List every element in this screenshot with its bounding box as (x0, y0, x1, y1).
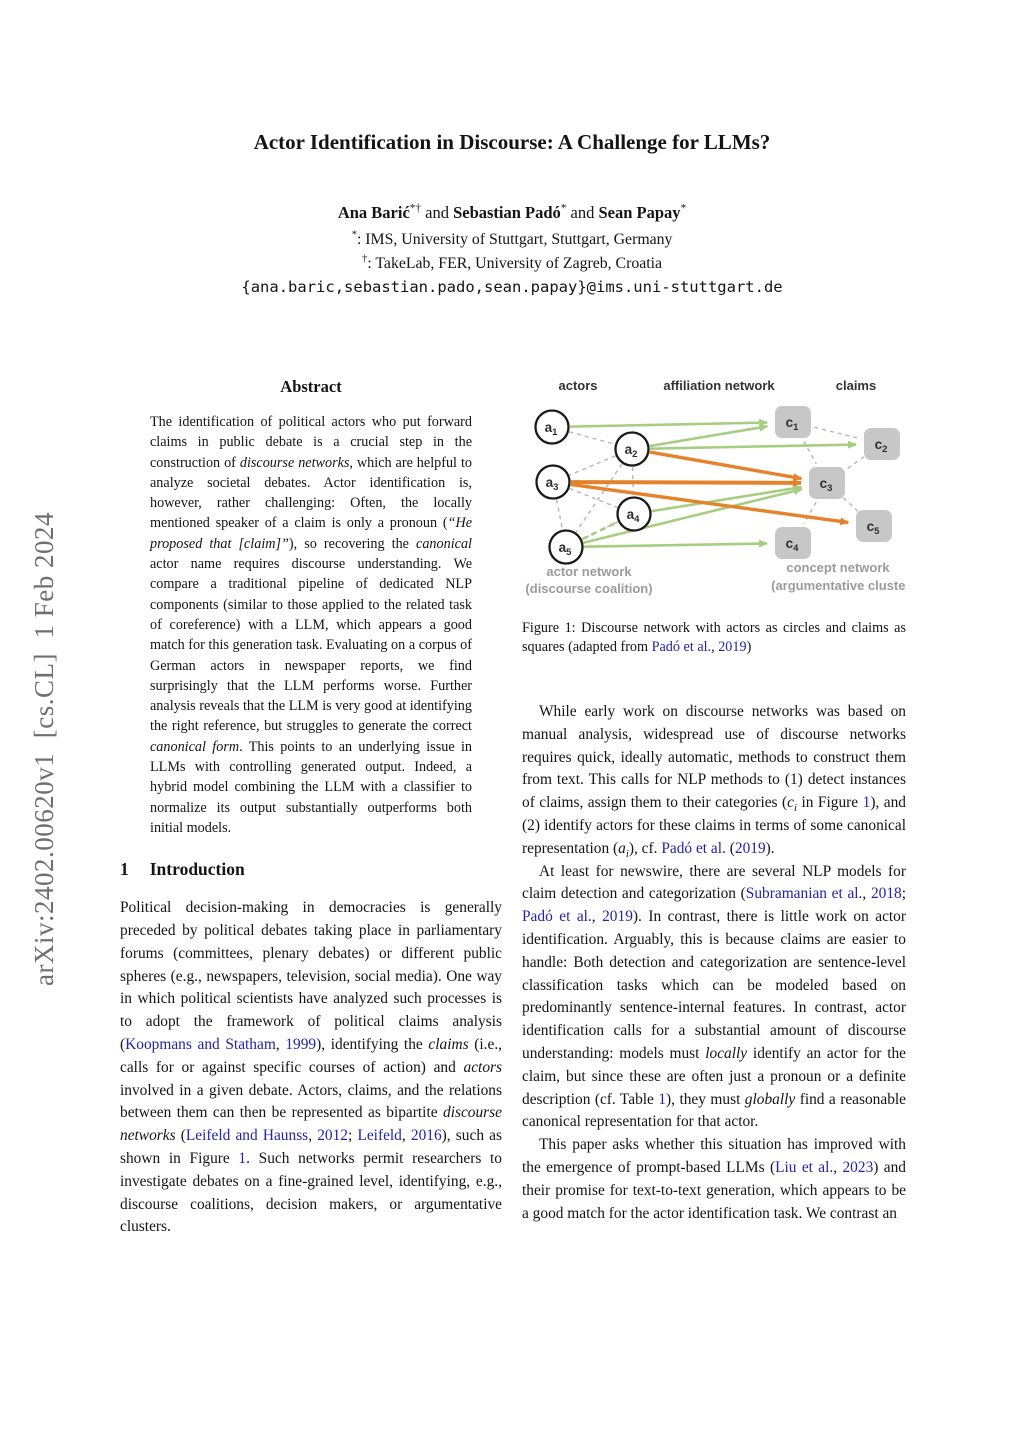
edge-a2-a3 (570, 456, 616, 475)
citation-link[interactable]: 2019 (734, 839, 766, 857)
text-segment: , (275, 1036, 286, 1054)
text-segment: identify an actor for the claim, but since these are often just a pronoun or a definite description (cf. Table (522, 1044, 906, 1108)
citation-link[interactable]: Subramanian et al. (745, 885, 863, 903)
citation-link[interactable]: Liu et al. (775, 1158, 834, 1176)
citation-link[interactable]: 1 (238, 1150, 247, 1167)
right-column (522, 372, 906, 1225)
introduction-paragraph (120, 897, 502, 1239)
node-label-c5: $c_5$ (866, 519, 880, 537)
edge-a3-c3 (571, 482, 801, 483)
text-segment: and (421, 203, 454, 222)
right-paragraph-1 (522, 701, 906, 861)
text-segment: discourse networks (120, 1104, 502, 1145)
edge-a5-c4 (584, 543, 767, 546)
node-label-a4: $a_4$ (626, 507, 640, 525)
abstract-text (150, 412, 472, 838)
section-title: Introduction (149, 859, 245, 880)
text-segment: c (787, 794, 794, 812)
text-segment: , (308, 1127, 318, 1145)
text-segment: , (591, 908, 603, 926)
citation-link[interactable]: 2012 (317, 1127, 348, 1145)
text-segment: The identification of political actors who put forward claims in public debate is a crucial step in the construction of (150, 414, 472, 471)
edge-a3-c5 (571, 484, 848, 522)
figure-group-label: actor network (546, 564, 632, 579)
node-label-c2: $c_2$ (874, 437, 888, 455)
figure-group-label: (argumentative cluster) (771, 578, 906, 593)
edge-a1-c1 (570, 423, 767, 427)
text-segment: , which are helpful to analyze societal debates. Actor identification is, however, rather challenging: Often, the locally mentioned speaker of a claim is only a pronoun ( (150, 454, 472, 532)
node-label-a5: $a_5$ (558, 540, 572, 558)
text-segment: ). In contrast, there is little work on actor identification. Arguably, this is because claims are easier to handle: Both detection and categorization are sentence-level classification tasks which can be modeled based on predominantly sentence-internal features. In contrast, actor identification calls for a substantial amount of discourse understanding: models must (522, 908, 906, 1062)
citation-link[interactable]: 2018 (870, 885, 902, 903)
text-segment: claims (428, 1036, 469, 1054)
text-segment: This paper asks whether this situation has improved with the emergence of prompt-based LLMs ( (522, 1136, 906, 1176)
right-paragraph-3 (522, 1134, 906, 1225)
left-column (120, 377, 502, 1239)
citation-link[interactable]: 2016 (410, 1127, 442, 1145)
text-segment: (i.e., calls for or against specific courses of action) and (120, 1036, 503, 1076)
abstract-heading: Abstract (280, 377, 342, 396)
citation-link[interactable]: 1 (862, 794, 871, 812)
text-segment: actors (463, 1058, 502, 1076)
edge-a2-c2 (650, 445, 856, 449)
text-segment: and (566, 203, 599, 222)
figure-column-label: actors (558, 378, 598, 393)
text-segment: ( (725, 839, 735, 857)
citation-link[interactable]: Koopmans and Statham (125, 1036, 276, 1054)
text-segment: ; (347, 1127, 358, 1145)
text-segment: in Figure (797, 794, 863, 812)
text-segment: i (794, 802, 797, 815)
edge-a5-c3 (583, 489, 801, 543)
edge-c3-c5 (843, 498, 858, 511)
citation-link[interactable]: Leifeld and Haunss (185, 1127, 309, 1145)
arxiv-sidebar-stamp: arXiv:2402.00620v1 [cs.CL] 1 Feb 2024 (29, 512, 59, 986)
text-segment: “He proposed that [claim]” (150, 515, 472, 552)
figure-column-label: affiliation network (663, 378, 775, 393)
text-segment: . This points to an underlying issue in LLMs with controlling generated output. Indeed, a hybrid model combining the LLM with a classifier to normalize its output substantially outperforms both initial models. (150, 738, 472, 836)
figure-group-label: (discourse coalition) (525, 581, 653, 596)
text-segment: * (351, 228, 357, 241)
text-segment: ), they must (666, 1090, 745, 1108)
citation-link[interactable]: 1 (658, 1090, 667, 1108)
edge-a2-c3 (650, 452, 802, 478)
text-segment: , (833, 1158, 843, 1176)
right-paragraph-2 (522, 861, 906, 1135)
text-segment: ), identifying the (316, 1036, 429, 1054)
text-segment: discourse networks (239, 454, 350, 471)
section-number: 1 (120, 859, 129, 880)
edge-c1-c2 (814, 427, 860, 438)
edge-a2-c1 (650, 426, 768, 446)
text-segment: † (361, 252, 368, 265)
citation-link[interactable]: Padó et al. (522, 908, 592, 926)
text-segment: At least for newswire, there are several NLP models for claim detection and categorization ( (522, 862, 906, 903)
edge-c2-c3 (845, 457, 864, 471)
text-segment: ( (175, 1127, 186, 1145)
text-segment: Figure 1: Discourse network with actors as circles and claims as squares (adapted from (522, 620, 906, 655)
text-segment: ) (746, 639, 752, 655)
text-segment: While early work on discourse networks was based on manual analysis, widespread use of discourse networks requires quick, ideally automatic, methods to construct them from text. This calls for NLP methods to (1) detect instances of claims, assign them to their categories ( (522, 703, 906, 812)
citation-link[interactable]: 1999 (285, 1036, 317, 1054)
text-segment: ). (765, 839, 775, 857)
citation-link[interactable]: Padó et al. (651, 639, 712, 655)
text-segment: ), and (2) identify actors for these claims in terms of some canonical representation ( (522, 794, 906, 857)
figure-1-diagram (522, 372, 906, 602)
edge-a2-a5 (576, 464, 622, 532)
figure-column-label: claims (835, 378, 877, 393)
text-segment: Political decision-making in democracies is generally preceded by political debates taking place in parliamentary forums (committees, plenary debates) or different public spheres (e.g., newspapers, television, social media). One way in which political scientists have analyzed such processes is to adopt the framework of political claims analysis ( (120, 899, 502, 1054)
edge-a3-a5 (557, 500, 563, 530)
text-segment: Ana Barić (337, 203, 410, 222)
text-segment: ), so recovering the (288, 535, 417, 552)
text-segment: ) and their promise for text-to-text generation, which appears to be a good match for the actor identification task. We contrast an (522, 1158, 906, 1222)
text-segment: * (680, 202, 687, 215)
text-segment: locally (705, 1044, 748, 1062)
edge-c3-c4 (804, 502, 816, 524)
citation-link[interactable]: Padó et al. (661, 839, 726, 857)
figure-group-label: concept network (786, 560, 890, 575)
citation-link[interactable]: Leifeld (357, 1127, 402, 1145)
figure-1-caption (522, 619, 906, 657)
affiliation-line-1 (0, 228, 1024, 249)
text-segment: : IMS, University of Stuttgart, Stuttgart, Germany (356, 231, 673, 248)
text-segment: canonical form (150, 738, 240, 755)
text-segment: globally (744, 1090, 796, 1108)
text-segment: i (625, 847, 629, 860)
text-segment: ), cf. (628, 839, 662, 857)
text-segment: , (711, 639, 719, 655)
affiliation-line-2 (0, 252, 1024, 273)
node-label-a3: $a_3$ (545, 475, 559, 493)
node-label-c4: $c_4$ (785, 536, 799, 554)
node-label-c3: $c_3$ (819, 476, 833, 494)
citation-link[interactable]: 2023 (842, 1158, 874, 1176)
node-label-c1: $c_1$ (785, 415, 799, 433)
authors-line (0, 203, 1024, 223)
paper-title: Actor Identification in Discourse: A Challenge for LLMs? (253, 130, 771, 154)
text-segment: Sean Papay (598, 203, 681, 222)
node-label-a1: $a_1$ (544, 420, 558, 438)
email-line: {ana.baric,sebastian.pado,sean.papay}@ims.uni-stuttgart.de (241, 278, 783, 296)
text-segment: a (618, 839, 626, 857)
section-heading-introduction (120, 859, 502, 880)
text-segment: actor name requires discourse understanding. We compare a traditional pipeline of dedicated NLP components (similar to those applied to the related task of coreference) with a LLM, which appears a good match for this generation task. Evaluating on a corpus of German actors in newspaper reports, we find surprisingly that the LLM performs worse. Further analysis reveals that the LLM is very good at identifying the right reference, but struggles to generate the correct (150, 556, 472, 735)
text-segment: find a reasonable canonical representation for that actor. (522, 1090, 907, 1131)
text-segment: *† (409, 202, 421, 215)
edge-a1-a2 (569, 432, 614, 444)
text-segment: , (862, 885, 871, 903)
text-segment: : TakeLab, FER, University of Zagreb, Croatia (367, 255, 663, 272)
citation-link[interactable]: 2019 (718, 639, 747, 655)
citation-link[interactable]: 2019 (602, 908, 633, 926)
text-segment: involved in a given debate. Actors, claims, and the relations between them can then be represented as bipartite (120, 1081, 502, 1122)
node-label-a2: $a_2$ (624, 442, 638, 460)
text-segment: , (401, 1127, 411, 1145)
text-segment: ), such as shown in Figure (120, 1127, 503, 1167)
text-segment: ; (901, 885, 907, 903)
text-segment: . Such networks permit researchers to investigate debates on a fine-grained level, identifying, e.g., discourse coalitions, decision makers, or argumentative clusters. (120, 1150, 502, 1236)
text-segment: canonical (416, 535, 472, 552)
text-segment: * (560, 202, 567, 215)
text-segment: Sebastian Padó (453, 203, 561, 222)
